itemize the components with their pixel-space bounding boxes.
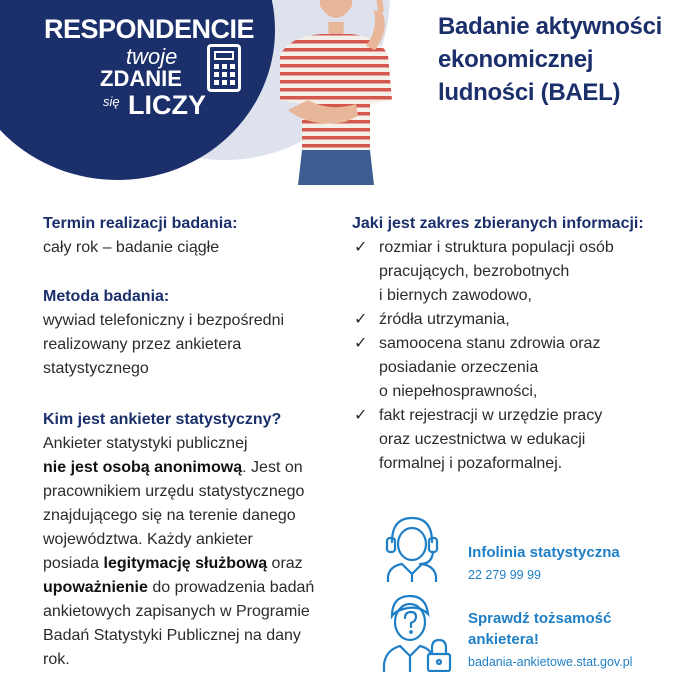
method-line: wywiad telefoniczny i bezpośredni <box>43 312 285 329</box>
verify-url-link[interactable]: badania-ankietowe.stat.gov.pl <box>468 655 633 669</box>
headset-operator-icon <box>382 512 442 582</box>
badge-line-liczy: LICZY <box>128 90 206 120</box>
interviewer-line <box>43 552 343 576</box>
badge-line-twoje: twoje <box>126 44 178 69</box>
list-item-line: pracujących, bezrobotnych <box>379 263 570 280</box>
list-item-line: posiadanie orzeczenia <box>379 359 539 376</box>
badge-line-zdanie: ZDANIE <box>100 66 182 91</box>
method-text <box>43 309 343 381</box>
calculator-icon <box>207 44 241 92</box>
interviewer-line-rest: oraz <box>267 555 303 572</box>
method-heading: Metoda badania: <box>43 288 170 305</box>
woman-pointing-photo <box>250 0 420 185</box>
interviewer-line: Badań Statystyki Publicznej na dany <box>43 627 301 644</box>
interviewer-line: Ankieter statystyki publicznej <box>43 435 248 452</box>
checkmark-icon: ✓ <box>354 335 368 352</box>
badge-line-respondencie: RESPONDENCIE <box>44 14 255 44</box>
interviewer-line <box>43 456 343 480</box>
checkmark-icon: ✓ <box>354 311 368 328</box>
list-item-line: rozmiar i struktura populacji osób <box>379 239 614 256</box>
title-line-2: ekonomicznej <box>438 46 594 73</box>
list-item <box>352 236 672 308</box>
title-line-3: ludności (BAEL) <box>438 79 621 106</box>
list-item-line: fakt rejestracji w urzędzie pracy <box>379 407 603 424</box>
checkmark-icon: ✓ <box>354 239 368 256</box>
scope-list <box>352 236 672 476</box>
interviewer-line-pre: posiada <box>43 555 104 572</box>
list-item <box>352 308 672 332</box>
interviewer-line <box>43 576 343 600</box>
id-card-emphasis: legitymację służbową <box>103 555 268 572</box>
verify-label-line-2: ankietera! <box>468 631 539 648</box>
badge-line-sie: się <box>103 94 120 109</box>
interviewer-line: województwa. Każdy ankieter <box>43 531 253 548</box>
term-heading: Termin realizacji badania: <box>43 215 238 232</box>
interviewer-line: pracownikiem urzędu statystycznego <box>43 483 305 500</box>
interviewer-line: znajdującego się na terenie danego <box>43 507 296 524</box>
verify-label-line-1: Sprawdź tożsamość <box>468 610 612 627</box>
term-text: cały rok – badanie ciągłe <box>43 239 220 256</box>
list-item-line: o niepełnosprawności, <box>379 383 538 400</box>
method-line: realizowany przez ankietera <box>43 336 242 353</box>
list-item-line: oraz uczestnictwa w edukacji <box>379 431 586 448</box>
survey-title <box>438 10 678 109</box>
list-item-line: źródła utrzymania, <box>379 311 510 328</box>
interviewer-line: ankietowych zapisanych w Programie <box>43 603 310 620</box>
right-column <box>352 212 672 476</box>
list-item-line: i biernych zawodowo, <box>379 287 532 304</box>
scope-heading: Jaki jest zakres zbieranych informacji: <box>352 215 644 232</box>
interviewer-line: rok. <box>43 651 70 668</box>
list-item <box>352 332 672 404</box>
hotline-label: Infolinia statystyczna <box>468 544 620 561</box>
list-item-line: samoocena stanu zdrowia oraz <box>379 335 601 352</box>
interviewer-text <box>43 432 343 672</box>
list-item <box>352 404 672 476</box>
interviewer-line-rest: . Jest on <box>242 459 303 476</box>
interviewer-heading: Kim jest ankieter statystyczny? <box>43 411 282 428</box>
not-anonymous-emphasis: nie jest osobą anonimową <box>43 459 243 476</box>
interviewer-line-rest: do prowadzenia badań <box>147 579 315 596</box>
hotline-number[interactable]: 22 279 99 99 <box>468 568 541 582</box>
authorization-emphasis: upoważnienie <box>43 579 148 596</box>
list-item-line: formalnej i pozaformalnej. <box>379 455 563 472</box>
method-line: statystycznego <box>43 360 149 377</box>
left-column <box>43 212 343 672</box>
title-line-1: Badanie aktywności <box>438 13 663 40</box>
checkmark-icon: ✓ <box>354 407 368 424</box>
person-question-lock-icon <box>382 594 454 672</box>
